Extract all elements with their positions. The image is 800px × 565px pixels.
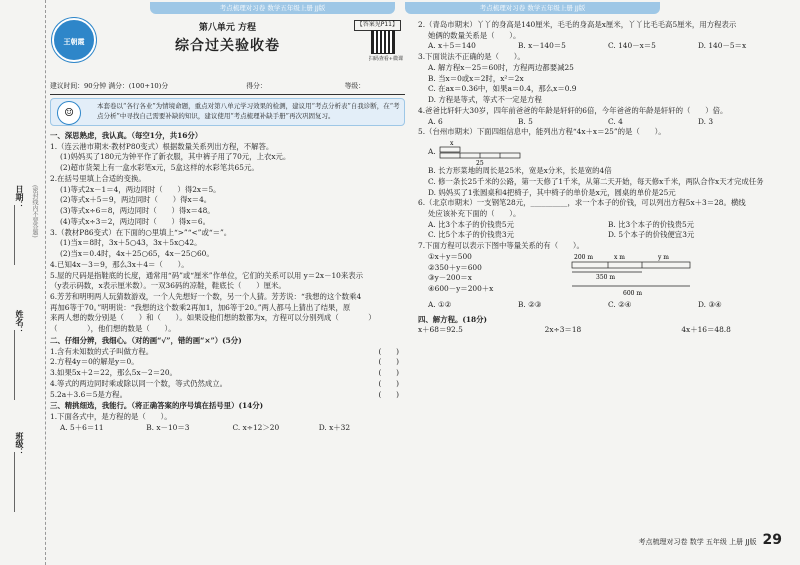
question: 来两人想的数分别是（ ）和（ ）。如果设他们想的数都为x，方程可以分别列成（ ）	[50, 313, 376, 323]
segment-label-total: 25	[475, 160, 484, 167]
section-4-heading: 四、解方程。(18分)	[418, 314, 488, 324]
question: 再加6等于70。”明明说：“我想的这个数乘2再加1，加6等于20。”两人都马上猜出了结果，原	[50, 302, 351, 312]
choice-options	[418, 220, 788, 231]
q7-segment-diagram	[568, 252, 698, 300]
choice-option[interactable]: C. 140－x＝5	[608, 41, 656, 51]
left-questions	[50, 130, 405, 434]
equation-item: ④600－y＝200＋x	[428, 284, 494, 294]
equations-to-solve	[418, 325, 788, 336]
choice-option[interactable]: D. ③④	[698, 299, 722, 309]
choice-option[interactable]: C. ②④	[608, 299, 632, 309]
choice-option[interactable]: D. 方程是等式，等式不一定是方程	[428, 95, 542, 105]
exam-meta	[50, 82, 405, 95]
question: 6.芳芳和明明两人玩猜数游戏，一个人先想好一个数，另一个人猜。芳芳说：“我想的这个数乘4	[50, 292, 362, 302]
svg-text:x m: x m	[614, 253, 625, 261]
choice-option[interactable]: C. 在ax＝0.36中，如果a＝0.4，那么x＝0.9	[428, 84, 577, 94]
true-false-item[interactable]: 4.等式的两边同时乘或除以同一个数，等式仍然成立。 ( )	[50, 378, 399, 388]
answer-reference: 【答案见P11】	[354, 20, 401, 31]
choice-options	[418, 117, 788, 128]
question: (1)妈妈买了180元为钟平作了新衣服，其中裤子用了70元，上衣x元。	[60, 152, 291, 162]
true-false-item[interactable]: 2.方程4y＝0的解是y＝0。 ( )	[50, 357, 399, 367]
study-tip	[50, 98, 405, 126]
equation-item: ②350＋y＝600	[428, 262, 482, 272]
class-label: 班级：	[15, 432, 24, 456]
question: (2)当x＝0.4时，4x＋25○65，4x－25○60。	[60, 249, 214, 259]
equation[interactable]: x＋68＝92.5	[418, 325, 463, 335]
segment-box	[440, 147, 460, 152]
question: 4.已知4x－3＝9，那么3x＋4＝（ ）。	[50, 259, 189, 269]
equation[interactable]: 2x÷3＝18	[544, 325, 582, 335]
svg-text:y m: y m	[658, 253, 669, 261]
choice-option[interactable]: D. 5个本子的价钱便宜3元	[608, 230, 695, 240]
question: 5.屋的尺码是指鞋底的长度，通常用“码”或“厘米”作单位，它们的关系可以用 y＝2x－10来表示	[50, 270, 364, 280]
segment-label-x: x	[449, 140, 454, 148]
choice-options	[418, 230, 788, 241]
svg-text:350 m: 350 m	[596, 273, 616, 281]
equation-item: ①x＋y＝500	[428, 251, 472, 261]
choice-option[interactable]: C. 比5个本子的价钱贵3元	[428, 230, 515, 240]
section-1-heading: 一、深思熟虑，我认真。（每空1分，共16分）	[50, 131, 203, 140]
question: (2)超市货架上有一盒水彩笔x元，5盒这样的水彩笔共65元。	[60, 163, 259, 173]
choice-option[interactable]: A. 解方程x－25＝60时，方程两边都要减25	[428, 62, 574, 72]
choice-options	[418, 300, 788, 311]
segment-diagram	[436, 138, 526, 166]
choice-option[interactable]: A. 5＋6＝11	[60, 422, 104, 432]
choice-option[interactable]: C. x÷12＞20	[232, 422, 280, 432]
choice-option[interactable]: D. 妈妈买了1张圆桌和4把椅子，其中椅子的单价是x元，圆桌的单价是25元	[428, 187, 676, 197]
choice-option[interactable]: B. 比3个本子的价钱贵5元	[608, 219, 695, 229]
brand-logo: 王朝霞	[52, 18, 96, 62]
question: 7.下面方程可以表示下图中等量关系的有（ ）。	[418, 241, 584, 251]
choice-option[interactable]: A. ①②	[428, 299, 452, 309]
binding-note: (密封线内不要答题)	[31, 185, 38, 238]
question: (1)当x＝8时，3x＋5○43，3x＋5x○42。	[60, 238, 202, 248]
choice-option-a[interactable]	[418, 138, 788, 166]
question: 1.（连云港市期末·教材P80变式）根据数量关系列出方程，不解答。	[50, 141, 274, 151]
question: （ ），他们想的数是（ ）。	[50, 324, 176, 334]
left-column	[50, 16, 405, 556]
q7-equations	[418, 252, 568, 300]
choice-option[interactable]: A. x＋5＝140	[428, 41, 476, 51]
choice-option[interactable]: D. x＋32	[318, 422, 351, 432]
mascot-icon: ☺	[57, 101, 81, 125]
date-line	[14, 205, 15, 265]
question: 6.（北京市期末）一支钢笔28元，__________，求一个本子的价钱，可以列出方程5x＋3＝28。横线	[418, 198, 746, 208]
date-label: 日期：	[15, 185, 24, 209]
true-false-item[interactable]: 3.如果5x＋2＝22，那么5x－2＝20。 ( )	[50, 368, 399, 378]
choice-option[interactable]: B. 当x＝0或x＝2时，x²＝2x	[428, 73, 524, 83]
section-2-heading: 二、仔细分辨，我细心。（对的画“√”，错的画“×”）(5分)	[50, 335, 242, 345]
svg-text:200 m: 200 m	[574, 253, 594, 261]
time-info: 建议时间：90分钟 满分：(100+10)分	[50, 82, 169, 90]
name-line	[14, 330, 15, 400]
choice-option[interactable]: A. 6	[428, 116, 443, 126]
footer-text: 考点梳理对习卷 数学 五年级 上册 JJ版	[638, 537, 757, 546]
question: 5.（台州市期末）下面四组信息中，能列出方程“4x＋x＝25”的是（ ）。	[418, 127, 666, 137]
choice-option[interactable]: B. 长方形菜地的周长是25米，宽是x分米，长是宽的4倍	[428, 166, 612, 176]
section-3-heading: 三、精挑细选，我能行。（将正确答案的序号填在括号里）(14分)	[50, 401, 264, 411]
choice-option[interactable]: C. 修一条长25千米的公路，第一天修了1千米，从第二天开始，每天修x千米，两队合作x天才完成任务	[428, 176, 764, 186]
right-column	[418, 20, 788, 550]
choice-option[interactable]: B. x－140＝5	[518, 41, 566, 51]
header-banner-left: 考点梳理对习卷 数学五年级上册 JJ版	[150, 2, 395, 14]
qr-caption: 扫码查看+微课	[368, 56, 403, 62]
question: 处应该补充下面的（ ）。	[428, 209, 521, 219]
choice-option[interactable]: B. ②③	[518, 299, 542, 309]
equation-item: ③y－200＝x	[428, 273, 472, 283]
unit-title: 第八单元 方程	[198, 23, 257, 33]
question: 她俩的数量关系是（ ）。	[428, 30, 521, 40]
choice-option[interactable]: D. 140－5＝x	[698, 41, 747, 51]
class-line	[14, 452, 15, 512]
q7-body	[418, 252, 788, 300]
equation[interactable]: 4x＋16＝48.8	[681, 325, 731, 335]
svg-text:600 m: 600 m	[623, 289, 643, 297]
choice-option[interactable]: A. 比3个本子的价钱贵5元	[428, 219, 514, 229]
question: (4)等式x÷3＝2，两边同时（ ）得x＝6。	[60, 216, 210, 226]
question: 2.在括号里填上合适的变换。	[50, 173, 146, 183]
choice-option: A.	[428, 146, 436, 156]
true-false-item[interactable]: 1.含有未知数的式子叫做方程。 ( )	[50, 346, 399, 356]
binding-strip	[0, 0, 46, 565]
choice-options	[50, 423, 405, 434]
score-label: 得分：	[246, 82, 267, 90]
choice-options	[418, 41, 788, 52]
question: 4.爸爸比轩轩大30岁，四年前爸爸的年龄是轩轩的6倍，今年爸爸的年龄是轩轩的（ ）倍。	[418, 105, 728, 115]
question: 3.（教材P86变式）在下面的○里填上“>”“<”或“＝”。	[50, 227, 232, 237]
choice-option[interactable]: C. 4	[608, 116, 623, 126]
question: (3)等式x÷6＝8，两边同时（ ）得x＝48。	[60, 206, 215, 216]
question: 2.（青岛市期末）丫丫的身高是140厘米，毛毛的身高是x厘米，丫丫比毛毛高5厘米，用方程表示	[418, 20, 737, 29]
question: （y表示码数，x表示厘米数）。一双36码的凉鞋，鞋底长（ ）厘米。	[50, 281, 286, 291]
true-false-item[interactable]: 5.2a＋3.6＝5是方程。 ( )	[50, 389, 399, 399]
name-label: 姓名：	[15, 310, 24, 334]
question: 3.下面说法不正确的是（ ）。	[418, 52, 525, 62]
question: 1.下面各式中，是方程的是（ ）。	[50, 412, 172, 422]
page-number: 29	[762, 531, 782, 548]
header-banner-right: 考点梳理对习卷 数学五年级上册 JJ版	[405, 2, 660, 14]
question: (1)等式2x－1＝4，两边同时（ ）得2x＝5。	[60, 184, 221, 194]
tip-text: 本套卷以“各行各业”为情境命题，重点对第八单元学习效果的检测，建议用“考点分析表”自我诊断，在“考点分析”中寻找自己需要补缺的知识，建议使用“考点梳理补缺手册”再次巩固复习。	[97, 102, 400, 120]
choice-option[interactable]: B. 5	[518, 116, 533, 126]
choice-option[interactable]: D. 3	[698, 116, 714, 126]
question: (2)等式x＋5＝9，两边同时（ ）得x＝4。	[60, 195, 212, 205]
page-footer	[638, 530, 782, 550]
qr-code-icon[interactable]	[371, 30, 395, 54]
choice-option[interactable]: B. x－10＝3	[146, 422, 190, 432]
page-title: 综合过关验收卷	[175, 38, 280, 54]
grade-label: 等级：	[344, 82, 365, 90]
